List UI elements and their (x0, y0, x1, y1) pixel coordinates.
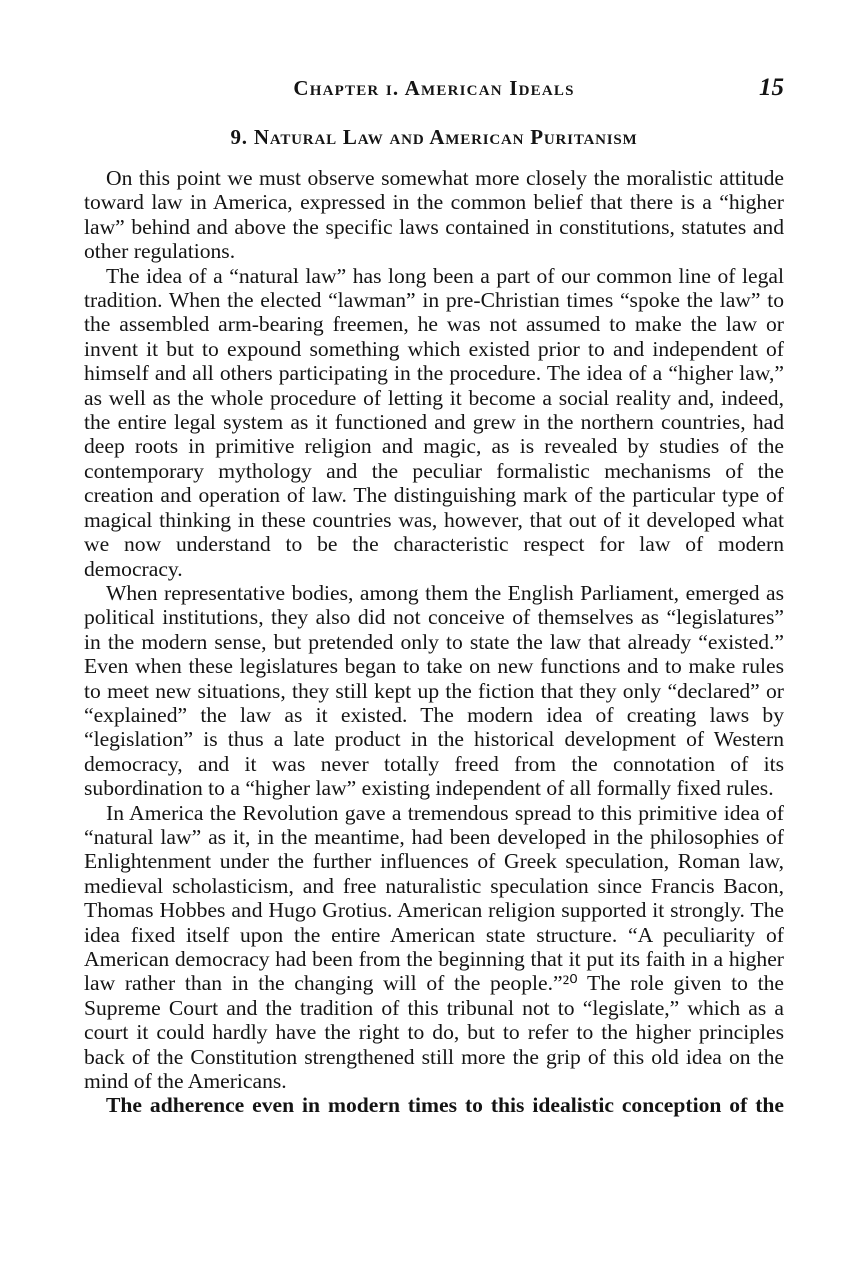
paragraph: In America the Revolution gave a tremendous spread to this primitive idea of “natural law” as it, in the meantime, had been developed in the philosophies of Enlightenment under the further influences of Greek speculation, Roman law, medieval scholasticism, and free naturalistic speculation since Francis Bacon, Thomas Hobbes and Hugo Grotius. American religion supported it strongly. The idea fixed itself upon the entire American state structure. “A peculiarity of American democracy had been from the beginning that it put its faith in a higher law rather than in the changing will of the people.”²⁰ The role given to the Supreme Court and the tradition of this tribunal not to “legislate,” which as a court it could hardly have the right to do, but to refer to the higher principles back of the Constitution strengthened still more the grip of this old idea on the mind of the Americans. (84, 800, 784, 1094)
running-title: Chapter i. American Ideals (293, 76, 575, 100)
body-text (84, 166, 784, 1118)
paragraph: The idea of a “natural law” has long been a part of our common line of legal tradition. When the elected “lawman” in pre-Christian times “spoke the law” to the assembled arm-bearing freemen, he was not assumed to make the law or invent it but to expound something which existed prior to and independent of himself and all others participating in the procedure. The idea of a “higher law,” as well as the whole procedure of letting it become a social reality and, indeed, the entire legal system as it functioned and grew in the northern countries, had deep roots in primitive religion and magic, as is revealed by studies of the contemporary mythology and the peculiar formalistic mechanisms of the creation and operation of law. The distinguishing mark of the particular type of magical thinking in these countries was, however, that out of it developed what we now understand to be the characteristic respect for law of modern democracy. (84, 263, 784, 581)
running-head (84, 74, 784, 104)
paragraph: When representative bodies, among them the English Parliament, emerged as political institutions, they also did not conceive of themselves as “legislatures” in the modern sense, but pretended only to state the law that already “existed.” Even when these legislatures began to take on new functions and to make rules to meet new situations, they still kept up the fiction that they only “declared” or “explained” the law as it existed. The modern idea of creating laws by “legislation” is thus a late product in the historical development of Western democracy, and it was never totally freed from the connotation of its subordination to a “higher law” existing independent of all formally fixed rules. (84, 580, 784, 801)
paragraph-continues: The adherence even in modern times to this idealistic conception of the (106, 1093, 784, 1118)
paragraph: On this point we must observe somewhat more closely the moralistic attitude toward law in America, expressed in the common belief that there is a “higher law” behind and above the specific laws contained in constitutions, statutes and other regulations. (84, 166, 784, 264)
section-heading: 9. Natural Law and American Puritanism (230, 125, 638, 149)
page-number: 15 (759, 74, 784, 101)
